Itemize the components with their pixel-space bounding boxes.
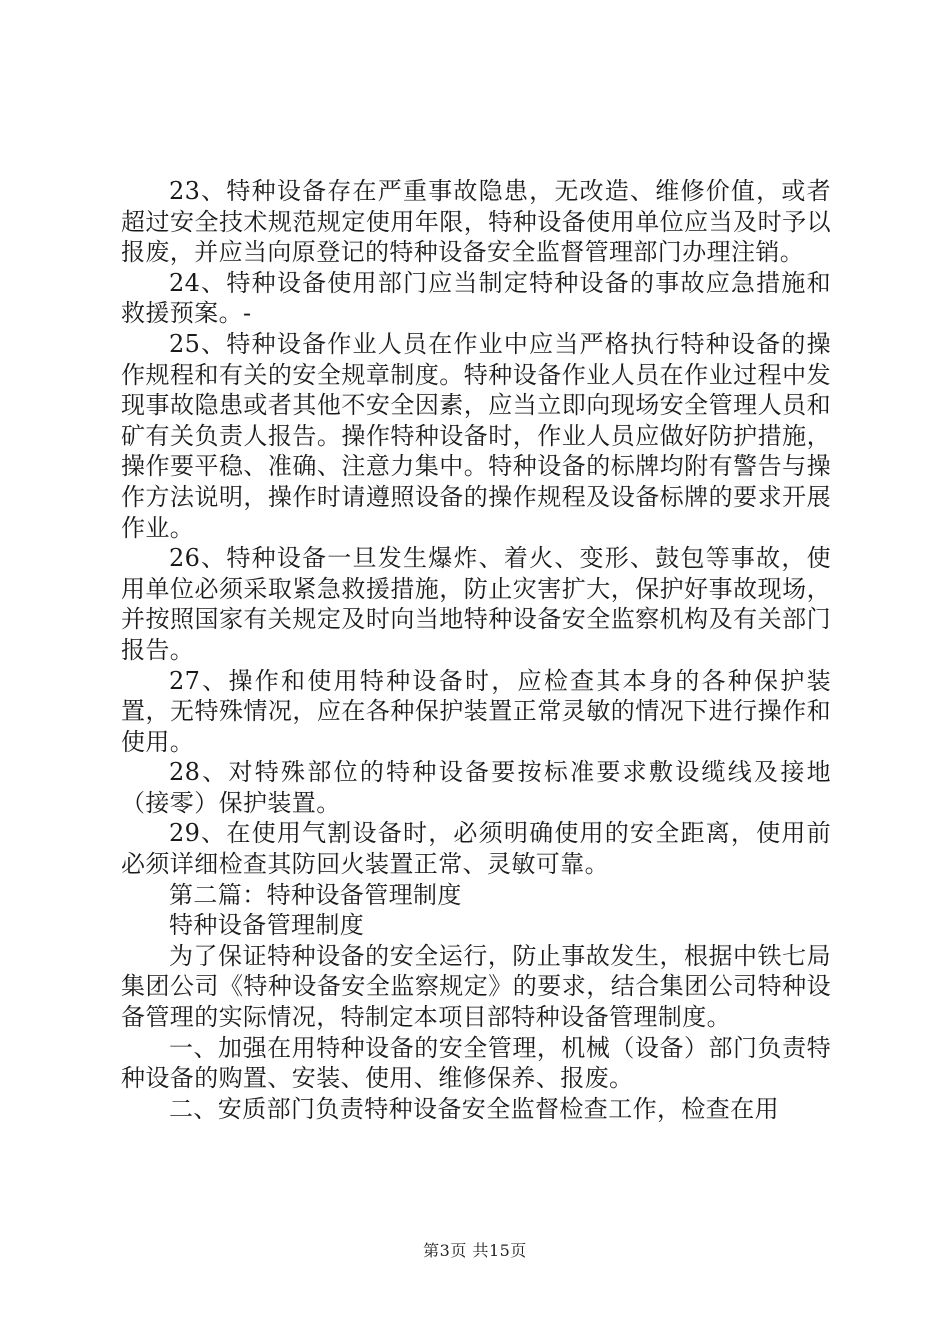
chapter-heading: 第二篇：特种设备管理制度 xyxy=(169,880,462,909)
intro-paragraph: 为了保证特种设备的安全运行，防止事故发生，根据中铁七局集团公司《特种设备安全监察规定》的要求，结合集团公司特种设备管理的实际情况，特制定本项目部特种设备管理制度。 xyxy=(121,941,831,1032)
page-number-footer: 第3页 共15页 xyxy=(423,1241,527,1260)
paragraph-item-23: 23、特种设备存在严重事故隐患，无改造、维修价值，或者超过安全技术规范规定使用年限，特种设备使用单位应当及时予以报废，并应当向原登记的特种设备安全监督管理部门办理注销。 xyxy=(121,177,831,267)
paragraph-item-27: 27、操作和使用特种设备时，应检查其本身的各种保护装置，无特殊情况，应在各种保护装置正常灵敏的情况下进行操作和使用。 xyxy=(121,666,831,756)
paragraph-item-24: 24、特种设备使用部门应当制定特种设备的事故应急措施和救援预案。- xyxy=(121,268,831,328)
paragraph-item-26: 26、特种设备一旦发生爆炸、着火、变形、鼓包等事故，使用单位必须采取紧急救援措施，防止灾害扩大，保护好事故现场，并按照国家有关规定及时向当地特种设备安全监察机构及有关部门报告。 xyxy=(121,544,831,664)
rule-item-1: 一、加强在用特种设备的安全管理，机械（设备）部门负责特种设备的购置、安装、使用、维修保养、报废。 xyxy=(121,1033,831,1093)
paragraph-item-25: 25、特种设备作业人员在作业中应当严格执行特种设备的操作规程和有关的安全规章制度。特种设备作业人员在作业过程中发现事故隐患或者其他不安全因素，应当立即向现场安全管理人员和矿有关负责人报告。操作特种设备时，作业人员应做好防护措施，操作要平稳、准确、注意力集中。特种设备的标牌均附有警告与操作方法说明，操作时请遵照设备的操作规程及设备标牌的要求开展作业。 xyxy=(121,329,831,542)
paragraph-item-28: 28、对特殊部位的特种设备要按标准要求敷设缆线及接地（接零）保护装置。 xyxy=(121,758,831,817)
document-body xyxy=(121,176,831,1124)
section-title: 特种设备管理制度 xyxy=(169,911,365,940)
rule-item-2: 二、安质部门负责特种设备安全监督检查工作，检查在用 xyxy=(169,1094,779,1123)
paragraph-item-29: 29、在使用气割设备时，必须明确使用的安全距离，使用前必须详细检查其防回火装置正常、灵敏可靠。 xyxy=(121,819,831,879)
